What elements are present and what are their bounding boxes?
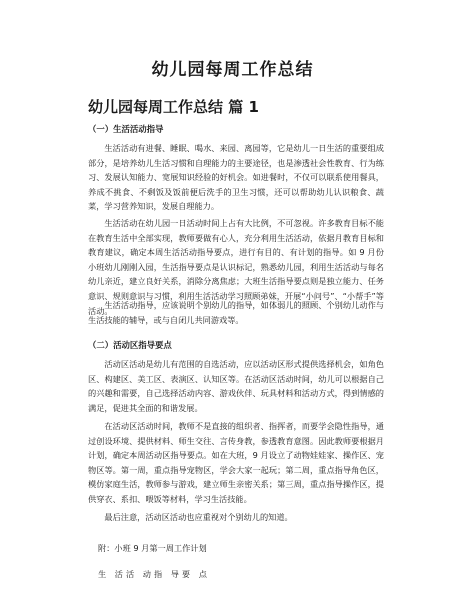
document-subtitle: 幼儿园每周工作总结 篇 1: [88, 98, 259, 116]
document-title: 幼儿园每周工作总结: [151, 60, 314, 80]
last-line: 生 活活 动指 导要 点: [98, 569, 210, 579]
appendix-line: 附：小班 9 月第一周工作计划: [98, 543, 207, 553]
paragraph-2: 生活活动在幼儿园一日活动时间上占有大比例，不可忽视。许多教育目标不能在教育生活中全部实现，教师要做有心人，充分利用生活活动，依据月教育目标和教育建议，确定本周生活活动指导要点，进行有目的、有计划的指导。如 9 月份小班幼儿刚刚入园，生活指导要点是认识标记，熟悉幼儿园，利用生活活动与每名幼儿亲近，建立良好关系，消除分离焦虑；大班生活指导要点则是独立能力、任务意识、规则意识与习惯，利用生活活动学习照顾弟妹，开展“小问号”、“小帮手”等活动。: [88, 218, 384, 316]
paragraph-6: 最后注意，活动区活动也应重视对个别幼儿的知道。: [104, 512, 293, 522]
paragraph-3: 生活活动指导，应该说明个别幼儿的指导，如体弱儿的照顾、个别幼儿动作与生活技能的辅导，或与自闭儿共同游戏等。: [88, 300, 384, 325]
paragraph-4: 活动区活动是幼儿有范围的自选活动，应以活动区形式提供选择机会，如角色区、构建区、美工区、表演区、认知区等。在活动区活动时间，幼儿可以根据自己的兴趣和需要，自己选择活动内容、游戏伙伴、玩具材料和活动方式，得到情感的满足，促进其全面的和谐发展。: [88, 359, 384, 413]
paragraph-1: 生活活动有进餐、睡眠、喝水、来园、离园等，它是幼儿一日生活的重要组成部分，是培养幼儿生活习惯和自理能力的主要途径，也是渗透社会性教育、行为练习、发展认知能力、宽展知识经验的好机会。如进餐时，不仅可以联系使用餐具，养成不挑食、不剩饭及饭前便后洗手的卫生习惯，还可以帮助幼儿认识粮食、蔬菜，学习营养知识，发展自理能力。: [88, 143, 384, 212]
section-heading-activity-area: （二）活动区指导要点: [88, 340, 172, 350]
paragraph-5: 在活动区活动时间，教师不是直接的组织者、指挥者，而要学会隐性指导，通过创设环境、提供材料、师生交往、言传身教，参透教育意图。因此教师要根据月计划，确定本周活动区指导要点。如在大班，9 月设立了动物娃娃家、操作区、宠物区等。第一周，重点指导宠物区，学会大家一起玩；第二周，重点指导角色区，模仿家庭生活，教师参与游戏，建立师生亲密关系；第三周，重点指导操作区，提供穿衣、系扣、喂饭等材料，学习生活技能。: [88, 421, 384, 504]
section-heading-life-activity: （一）生活活动指导: [88, 124, 164, 134]
